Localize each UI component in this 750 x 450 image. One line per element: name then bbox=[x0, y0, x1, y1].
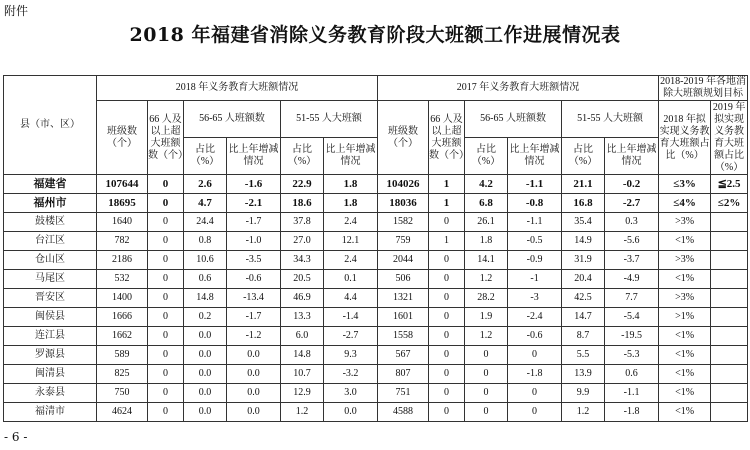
table-row bbox=[4, 308, 748, 327]
yoy51-2017-cell: -19.5 bbox=[605, 327, 659, 346]
plan-2018-cell: <1% bbox=[659, 384, 711, 403]
class-count-2017-cell: 1601 bbox=[378, 308, 429, 327]
table-row bbox=[4, 384, 748, 403]
county-name-cell: 福建省 bbox=[4, 175, 97, 194]
class-count-2018-cell: 750 bbox=[97, 384, 148, 403]
plan-2019-cell bbox=[711, 346, 748, 365]
share51-2018-cell: 20.5 bbox=[281, 270, 324, 289]
plan-2018-cell: >3% bbox=[659, 289, 711, 308]
class-count-2017-cell: 1321 bbox=[378, 289, 429, 308]
yoy56-2017-cell: -0.5 bbox=[508, 232, 562, 251]
table-row bbox=[4, 289, 748, 308]
table-row bbox=[4, 403, 748, 422]
plan-2018-cell: <1% bbox=[659, 403, 711, 422]
share51-2018-cell: 1.2 bbox=[281, 403, 324, 422]
plan-2019-cell: ≤2% bbox=[711, 194, 748, 213]
yoy56-2017-cell: 0 bbox=[508, 403, 562, 422]
yoy56-2018-cell: 0.0 bbox=[227, 384, 281, 403]
share51-2018-cell: 13.3 bbox=[281, 308, 324, 327]
class-count-2018-cell: 825 bbox=[97, 365, 148, 384]
yoy56-2018-cell: -1.7 bbox=[227, 213, 281, 232]
class-count-2017-cell: 567 bbox=[378, 346, 429, 365]
yoy51-2018-cell: -2.7 bbox=[324, 327, 378, 346]
over66-2018-cell: 0 bbox=[148, 365, 184, 384]
yoy56-2017-cell: -0.6 bbox=[508, 327, 562, 346]
share51-2018-cell: 12.9 bbox=[281, 384, 324, 403]
plan-2019-header: 2019 年拟实现义务教育大班额占比（%） bbox=[711, 101, 748, 175]
over66-2018-cell: 0 bbox=[148, 403, 184, 422]
plan-2018-cell: <1% bbox=[659, 232, 711, 251]
plan-2019-cell bbox=[711, 213, 748, 232]
class-count-2017-cell: 2044 bbox=[378, 251, 429, 270]
plan-2018-cell: <1% bbox=[659, 365, 711, 384]
over66-2018-cell: 0 bbox=[148, 346, 184, 365]
over66-2018-cell: 0 bbox=[148, 175, 184, 194]
over66-2018-cell: 0 bbox=[148, 270, 184, 289]
share51-2017-cell: 21.1 bbox=[562, 175, 605, 194]
share56-2018-cell: 4.7 bbox=[184, 194, 227, 213]
yoy56-2017-cell: -1 bbox=[508, 270, 562, 289]
plan-2018-cell: <1% bbox=[659, 270, 711, 289]
plan-2019-cell bbox=[711, 327, 748, 346]
share56-2017-cell: 1.9 bbox=[465, 308, 508, 327]
yoy56-2018-cell: -3.5 bbox=[227, 251, 281, 270]
county-name-cell: 永泰县 bbox=[4, 384, 97, 403]
yoy56-2018-cell: -1.0 bbox=[227, 232, 281, 251]
over66-2017-cell: 0 bbox=[429, 289, 465, 308]
share-header: 占比（%） bbox=[184, 138, 227, 175]
over66-2018-cell: 0 bbox=[148, 289, 184, 308]
county-name-cell: 闽侯县 bbox=[4, 308, 97, 327]
class-count-2017-cell: 4588 bbox=[378, 403, 429, 422]
over66-2017-cell: 1 bbox=[429, 194, 465, 213]
over66-header-2017: 66 人及以上超大班额数（个） bbox=[429, 101, 465, 175]
class-count-2018-cell: 1666 bbox=[97, 308, 148, 327]
yoy51-2017-cell: 7.7 bbox=[605, 289, 659, 308]
share51-2017-cell: 13.9 bbox=[562, 365, 605, 384]
plan-2019-cell bbox=[711, 251, 748, 270]
class-count-2018-cell: 1400 bbox=[97, 289, 148, 308]
yoy56-2018-cell: 0.0 bbox=[227, 346, 281, 365]
plan-2018-cell: <1% bbox=[659, 346, 711, 365]
plan-2018-cell: ≤3% bbox=[659, 175, 711, 194]
county-name-cell: 福清市 bbox=[4, 403, 97, 422]
yoy51-2018-cell: 1.8 bbox=[324, 194, 378, 213]
page-title: 2018 年福建省消除义务教育阶段大班额工作进展情况表 bbox=[129, 24, 621, 46]
yoy51-2018-cell: 1.8 bbox=[324, 175, 378, 194]
table-row bbox=[4, 232, 748, 251]
class-count-header-2018: 班级数（个） bbox=[97, 101, 148, 175]
group-header-plan: 2018-2019 年各地消除大班额规划目标 bbox=[660, 76, 746, 99]
over66-2017-cell: 0 bbox=[429, 327, 465, 346]
share51-2018-cell: 6.0 bbox=[281, 327, 324, 346]
class-count-2018-cell: 107644 bbox=[97, 175, 148, 194]
class-count-2018-cell: 18695 bbox=[97, 194, 148, 213]
table-row bbox=[4, 346, 748, 365]
over66-2018-cell: 0 bbox=[148, 308, 184, 327]
over66-2018-cell: 0 bbox=[148, 384, 184, 403]
yoy51-2018-cell: -3.2 bbox=[324, 365, 378, 384]
share51-2017-cell: 42.5 bbox=[562, 289, 605, 308]
county-name-cell: 晋安区 bbox=[4, 289, 97, 308]
county-name-cell: 鼓楼区 bbox=[4, 213, 97, 232]
yoy-header: 比上年增减情况 bbox=[324, 138, 378, 175]
class-size-table bbox=[3, 75, 748, 422]
share56-2017-cell: 1.2 bbox=[465, 327, 508, 346]
yoy51-2018-cell: 4.4 bbox=[324, 289, 378, 308]
yoy51-2018-cell: 0.0 bbox=[324, 403, 378, 422]
yoy56-2017-cell: -0.8 bbox=[508, 194, 562, 213]
group-header-2017: 2017 年义务教育大班额情况 bbox=[378, 76, 659, 101]
over66-2017-cell: 1 bbox=[429, 175, 465, 194]
share51-2018-cell: 22.9 bbox=[281, 175, 324, 194]
share56-2017-cell: 0 bbox=[465, 365, 508, 384]
yoy56-2018-cell: -1.2 bbox=[227, 327, 281, 346]
band51-header-2018: 51-55 人大班额 bbox=[281, 101, 378, 138]
yoy56-2017-cell: 0 bbox=[508, 384, 562, 403]
county-header: 县（市、区） bbox=[4, 76, 97, 175]
county-name-cell: 马尾区 bbox=[4, 270, 97, 289]
over66-2018-cell: 0 bbox=[148, 232, 184, 251]
class-count-2018-cell: 532 bbox=[97, 270, 148, 289]
yoy56-2017-cell: -1.1 bbox=[508, 213, 562, 232]
table-row bbox=[4, 213, 748, 232]
plan-2019-cell bbox=[711, 289, 748, 308]
share56-2018-cell: 0.2 bbox=[184, 308, 227, 327]
yoy51-2017-cell: -1.8 bbox=[605, 403, 659, 422]
yoy56-2018-cell: 0.0 bbox=[227, 403, 281, 422]
group-header-2018: 2018 年义务教育大班额情况 bbox=[97, 76, 378, 101]
share-header: 占比（%） bbox=[465, 138, 508, 175]
share51-2017-cell: 35.4 bbox=[562, 213, 605, 232]
table-row bbox=[4, 270, 748, 289]
class-count-2018-cell: 1662 bbox=[97, 327, 148, 346]
attachment-label: 附件 bbox=[4, 4, 29, 18]
plan-2019-cell: ≦2.5 bbox=[711, 175, 748, 194]
class-count-2018-cell: 782 bbox=[97, 232, 148, 251]
share56-2017-cell: 0 bbox=[465, 346, 508, 365]
class-count-2017-cell: 751 bbox=[378, 384, 429, 403]
share56-2017-cell: 0 bbox=[465, 384, 508, 403]
share56-2018-cell: 10.6 bbox=[184, 251, 227, 270]
yoy51-2017-cell: -2.7 bbox=[605, 194, 659, 213]
over66-2017-cell: 0 bbox=[429, 251, 465, 270]
band56-header-2018: 56-65 人班额数 bbox=[184, 101, 281, 138]
plan-2018-cell: >1% bbox=[659, 308, 711, 327]
plan-2018-cell: >3% bbox=[659, 213, 711, 232]
share56-2017-cell: 28.2 bbox=[465, 289, 508, 308]
class-count-2018-cell: 589 bbox=[97, 346, 148, 365]
share51-2017-cell: 16.8 bbox=[562, 194, 605, 213]
share51-2018-cell: 18.6 bbox=[281, 194, 324, 213]
table-row bbox=[4, 365, 748, 384]
plan-2019-cell bbox=[711, 384, 748, 403]
county-name-cell: 福州市 bbox=[4, 194, 97, 213]
over66-2017-cell: 0 bbox=[429, 384, 465, 403]
table-row bbox=[4, 194, 748, 213]
table-body bbox=[4, 175, 748, 422]
over66-2017-cell: 1 bbox=[429, 232, 465, 251]
plan-2019-cell bbox=[711, 270, 748, 289]
class-count-2017-cell: 1558 bbox=[378, 327, 429, 346]
page-number: - 6 - bbox=[4, 430, 28, 444]
yoy-header: 比上年增减情况 bbox=[508, 138, 562, 175]
share51-2017-cell: 9.9 bbox=[562, 384, 605, 403]
county-name-cell: 闽清县 bbox=[4, 365, 97, 384]
yoy56-2017-cell: -0.9 bbox=[508, 251, 562, 270]
yoy51-2017-cell: -5.4 bbox=[605, 308, 659, 327]
class-count-2017-cell: 1582 bbox=[378, 213, 429, 232]
over66-2017-cell: 0 bbox=[429, 270, 465, 289]
over66-2018-cell: 0 bbox=[148, 251, 184, 270]
share51-2017-cell: 31.9 bbox=[562, 251, 605, 270]
share56-2018-cell: 0.0 bbox=[184, 365, 227, 384]
share56-2018-cell: 0.0 bbox=[184, 403, 227, 422]
plan-2018-cell: ≤4% bbox=[659, 194, 711, 213]
over66-2017-cell: 0 bbox=[429, 403, 465, 422]
share51-2017-cell: 8.7 bbox=[562, 327, 605, 346]
yoy51-2018-cell: 3.0 bbox=[324, 384, 378, 403]
table-row bbox=[4, 175, 748, 194]
class-count-2017-cell: 18036 bbox=[378, 194, 429, 213]
share51-2018-cell: 10.7 bbox=[281, 365, 324, 384]
share56-2017-cell: 6.8 bbox=[465, 194, 508, 213]
share56-2017-cell: 1.2 bbox=[465, 270, 508, 289]
yoy51-2017-cell: -5.3 bbox=[605, 346, 659, 365]
yoy56-2018-cell: -0.6 bbox=[227, 270, 281, 289]
share56-2018-cell: 0.0 bbox=[184, 384, 227, 403]
county-name-cell: 罗源县 bbox=[4, 346, 97, 365]
share-header: 占比（%） bbox=[562, 138, 605, 175]
share51-2018-cell: 37.8 bbox=[281, 213, 324, 232]
over66-2017-cell: 0 bbox=[429, 308, 465, 327]
share56-2018-cell: 0.6 bbox=[184, 270, 227, 289]
share56-2017-cell: 26.1 bbox=[465, 213, 508, 232]
yoy51-2017-cell: 0.3 bbox=[605, 213, 659, 232]
share51-2017-cell: 14.9 bbox=[562, 232, 605, 251]
over66-header-2018: 66 人及以上超大班额数（个） bbox=[148, 101, 184, 175]
county-name-cell: 连江县 bbox=[4, 327, 97, 346]
share56-2017-cell: 14.1 bbox=[465, 251, 508, 270]
plan-2019-cell bbox=[711, 232, 748, 251]
yoy51-2018-cell: 9.3 bbox=[324, 346, 378, 365]
class-count-2017-cell: 807 bbox=[378, 365, 429, 384]
yoy-header: 比上年增减情况 bbox=[605, 138, 659, 175]
share-header: 占比（%） bbox=[281, 138, 324, 175]
share51-2018-cell: 14.8 bbox=[281, 346, 324, 365]
yoy51-2017-cell: -1.1 bbox=[605, 384, 659, 403]
yoy51-2017-cell: 0.6 bbox=[605, 365, 659, 384]
yoy56-2017-cell: -2.4 bbox=[508, 308, 562, 327]
yoy56-2018-cell: 0.0 bbox=[227, 365, 281, 384]
yoy51-2018-cell: 12.1 bbox=[324, 232, 378, 251]
county-name-cell: 台江区 bbox=[4, 232, 97, 251]
class-count-header-2017: 班级数（个） bbox=[378, 101, 429, 175]
share51-2017-cell: 5.5 bbox=[562, 346, 605, 365]
yoy56-2017-cell: 0 bbox=[508, 346, 562, 365]
share51-2018-cell: 46.9 bbox=[281, 289, 324, 308]
yoy51-2017-cell: -4.9 bbox=[605, 270, 659, 289]
yoy56-2018-cell: -13.4 bbox=[227, 289, 281, 308]
over66-2018-cell: 0 bbox=[148, 327, 184, 346]
share51-2018-cell: 34.3 bbox=[281, 251, 324, 270]
yoy56-2018-cell: -1.6 bbox=[227, 175, 281, 194]
plan-2019-cell bbox=[711, 365, 748, 384]
table-row bbox=[4, 251, 748, 270]
over66-2017-cell: 0 bbox=[429, 365, 465, 384]
yoy56-2017-cell: -3 bbox=[508, 289, 562, 308]
band51-header-2017: 51-55 人大班额 bbox=[562, 101, 659, 138]
share51-2017-cell: 20.4 bbox=[562, 270, 605, 289]
share51-2017-cell: 1.2 bbox=[562, 403, 605, 422]
over66-2018-cell: 0 bbox=[148, 213, 184, 232]
yoy56-2017-cell: -1.1 bbox=[508, 175, 562, 194]
band56-header-2017: 56-65 人班额数 bbox=[465, 101, 562, 138]
share56-2018-cell: 24.4 bbox=[184, 213, 227, 232]
share56-2018-cell: 2.6 bbox=[184, 175, 227, 194]
table-row bbox=[4, 327, 748, 346]
plan-2018-cell: <1% bbox=[659, 327, 711, 346]
share56-2018-cell: 0.0 bbox=[184, 346, 227, 365]
class-count-2018-cell: 1640 bbox=[97, 213, 148, 232]
share51-2017-cell: 14.7 bbox=[562, 308, 605, 327]
yoy51-2018-cell: -1.4 bbox=[324, 308, 378, 327]
over66-2017-cell: 0 bbox=[429, 346, 465, 365]
county-name-cell: 仓山区 bbox=[4, 251, 97, 270]
yoy51-2017-cell: -5.6 bbox=[605, 232, 659, 251]
class-count-2017-cell: 104026 bbox=[378, 175, 429, 194]
plan-2019-cell bbox=[711, 403, 748, 422]
over66-2017-cell: 0 bbox=[429, 213, 465, 232]
share51-2018-cell: 27.0 bbox=[281, 232, 324, 251]
yoy51-2018-cell: 2.4 bbox=[324, 213, 378, 232]
class-count-2018-cell: 2186 bbox=[97, 251, 148, 270]
share56-2018-cell: 0.8 bbox=[184, 232, 227, 251]
yoy51-2018-cell: 0.1 bbox=[324, 270, 378, 289]
class-count-2017-cell: 506 bbox=[378, 270, 429, 289]
plan-2018-cell: >3% bbox=[659, 251, 711, 270]
over66-2018-cell: 0 bbox=[148, 194, 184, 213]
yoy-header: 比上年增减情况 bbox=[227, 138, 281, 175]
yoy51-2017-cell: -3.7 bbox=[605, 251, 659, 270]
share56-2017-cell: 1.8 bbox=[465, 232, 508, 251]
yoy56-2017-cell: -1.8 bbox=[508, 365, 562, 384]
yoy56-2018-cell: -2.1 bbox=[227, 194, 281, 213]
class-count-2017-cell: 759 bbox=[378, 232, 429, 251]
yoy56-2018-cell: -1.7 bbox=[227, 308, 281, 327]
share56-2017-cell: 4.2 bbox=[465, 175, 508, 194]
yoy51-2018-cell: 2.4 bbox=[324, 251, 378, 270]
share56-2018-cell: 0.0 bbox=[184, 327, 227, 346]
yoy51-2017-cell: -0.2 bbox=[605, 175, 659, 194]
plan-2019-cell bbox=[711, 308, 748, 327]
share56-2017-cell: 0 bbox=[465, 403, 508, 422]
share56-2018-cell: 14.8 bbox=[184, 289, 227, 308]
plan-2018-header: 2018 年拟实现义务教育大班额占比（%） bbox=[659, 101, 711, 175]
class-count-2018-cell: 4624 bbox=[97, 403, 148, 422]
